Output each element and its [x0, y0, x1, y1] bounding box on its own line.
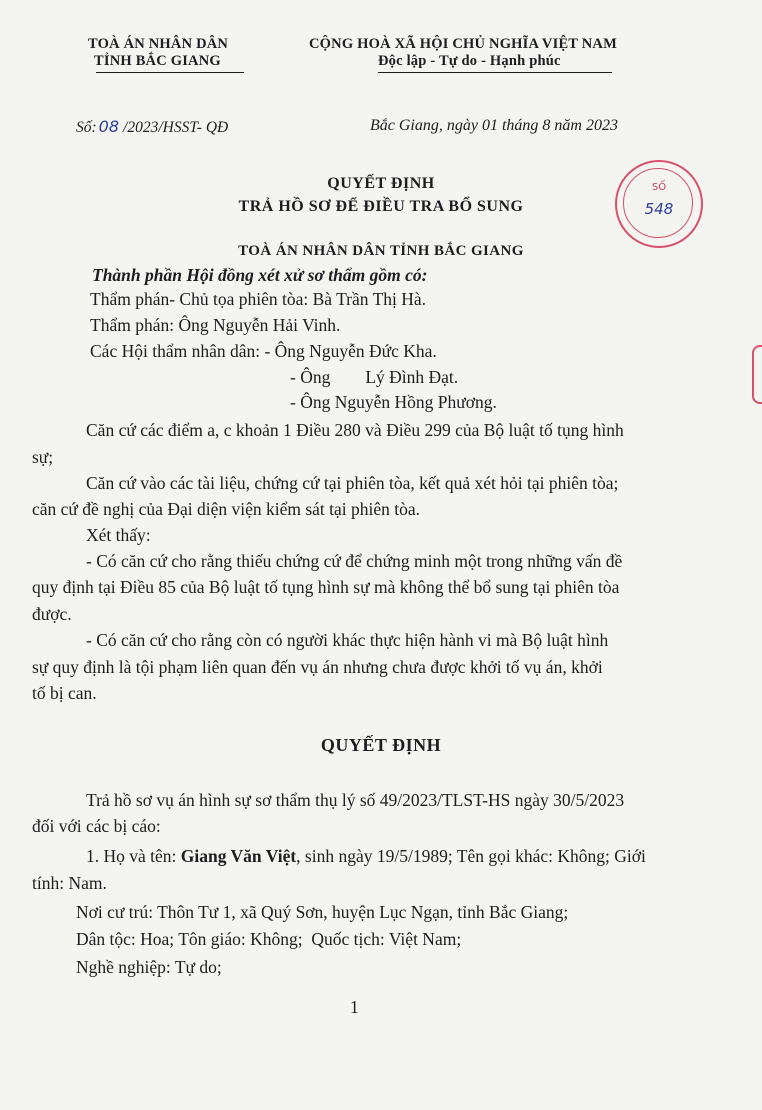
defendant-details: , sinh ngày 19/5/1989; Tên gọi khác: Không; Giới: [296, 846, 646, 866]
decision-1-line1: Trả hồ sơ vụ án hình sự sơ thẩm thụ lý số 49/2023/TLST-HS ngày 30/5/2023: [86, 790, 625, 810]
number-handwritten: 08: [98, 117, 120, 136]
basis-1-line1: Căn cứ các điểm a, c khoản 1 Điều 280 và Điều 299 của Bộ luật tố tụng hình: [86, 420, 624, 440]
defendant-1-line2: tính: Nam.: [32, 873, 107, 893]
decision-heading: QUYẾT ĐỊNH: [320, 735, 442, 755]
court-underline: [96, 72, 244, 73]
court-name-line2: TỈNH BẮC GIANG: [94, 53, 221, 69]
defendant-occupation: Nghề nghiệp: Tự do;: [76, 957, 222, 977]
stamp-number: 548: [644, 200, 674, 218]
court-name-line1: TOÀ ÁN NHÂN DÂN: [88, 36, 229, 52]
stamp-label: SỐ: [651, 182, 667, 193]
place-date: Bắc Giang, ngày 01 tháng 8 năm 2023: [370, 117, 618, 134]
reason-1-line1: - Có căn cứ cho rằng thiếu chứng cứ để chứng minh một trong những vấn đề: [86, 551, 623, 571]
basis-2-line1: Căn cứ vào các tài liệu, chứng cứ tại phiên tòa, kết quả xét hỏi tại phiên tòa;: [86, 473, 619, 493]
defendant-ethnicity: Dân tộc: Hoa; Tôn giáo: Không; Quốc tịch: Việt Nam;: [76, 929, 462, 949]
document-subtitle: TRẢ HỒ SƠ ĐỂ ĐIỀU TRA BỔ SUNG: [238, 198, 524, 215]
considering-label: Xét thấy:: [86, 525, 151, 545]
reason-2-line3: tố bị can.: [32, 683, 97, 703]
defendant-prefix: 1. Họ và tên:: [86, 846, 181, 866]
decision-number: [76, 117, 228, 137]
panel-assessor-1: Các Hội thẩm nhân dân: - Ông Nguyễn Đức Kha.: [90, 341, 437, 361]
document-title: QUYẾT ĐỊNH: [327, 175, 435, 192]
number-prefix: Số:: [76, 119, 97, 136]
edge-stamp-fragment: [752, 345, 762, 404]
basis-2-line2: căn cứ đề nghị của Đại diện viện kiểm sát tại phiên tòa.: [32, 499, 421, 519]
reason-2-line1: - Có căn cứ cho rằng còn có người khác thực hiện hành vi mà Bộ luật hình: [86, 630, 609, 650]
basis-1-line2: sự;: [32, 447, 54, 467]
defendant-1-line1: [86, 846, 646, 867]
decision-1-line2: đối với các bị cáo:: [32, 816, 161, 836]
nation-title: CỘNG HOÀ XÃ HỘI CHỦ NGHĨA VIỆT NAM: [309, 36, 617, 52]
panel-judge: Thẩm phán: Ông Nguyễn Hải Vinh.: [90, 315, 341, 335]
reason-1-line3: được.: [32, 604, 72, 624]
panel-assessor-2: - Ông Lý Đình Đạt.: [290, 367, 459, 387]
court-heading: TOÀ ÁN NHÂN DÂN TỈNH BẮC GIANG: [238, 243, 524, 259]
defendant-residence: Nơi cư trú: Thôn Tư 1, xã Quý Sơn, huyện Lục Ngạn, tỉnh Bắc Giang;: [76, 902, 569, 922]
panel-presiding: Thẩm phán- Chủ tọa phiên tòa: Bà Trần Thị Hà.: [90, 289, 427, 309]
nation-motto: Độc lập - Tự do - Hạnh phúc: [378, 53, 561, 69]
motto-underline: [378, 72, 612, 73]
defendant-name: Giang Văn Việt: [180, 846, 297, 866]
reason-2-line2: sự quy định là tội phạm liên quan đến vụ án nhưng chưa được khởi tố vụ án, khởi: [32, 657, 603, 677]
panel-heading: Thành phần Hội đồng xét xử sơ thẩm gồm có:: [92, 265, 428, 285]
reason-1-line2: quy định tại Điều 85 của Bộ luật tố tụng hình sự mà không thể bổ sung tại phiên tòa: [32, 577, 620, 597]
number-suffix: /2023/HSST- QĐ: [123, 119, 229, 136]
panel-assessor-3: - Ông Nguyễn Hồng Phương.: [290, 392, 497, 412]
page-number: 1: [350, 997, 359, 1017]
